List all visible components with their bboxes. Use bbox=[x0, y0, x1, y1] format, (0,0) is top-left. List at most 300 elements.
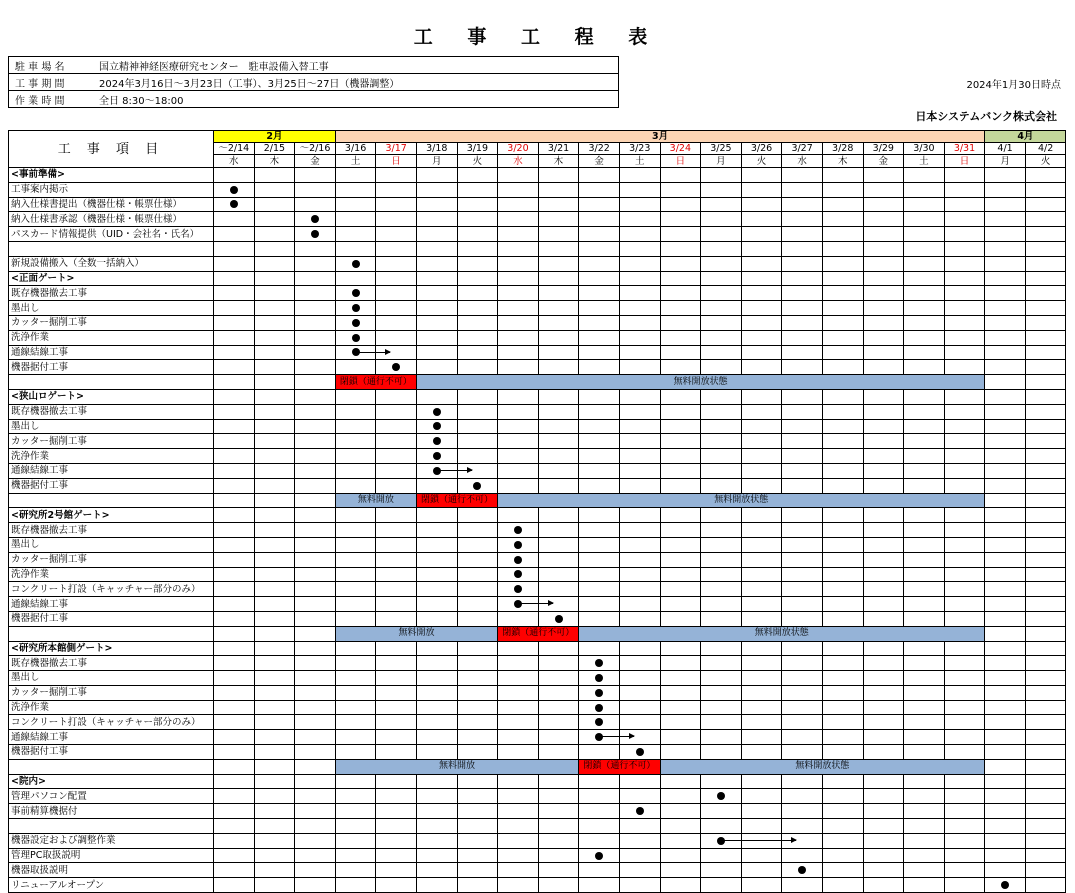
schedule-cell bbox=[416, 611, 457, 626]
schedule-cell bbox=[1025, 389, 1066, 404]
schedule-cell bbox=[944, 449, 985, 464]
schedule-cell bbox=[457, 567, 498, 582]
schedule-cell bbox=[701, 508, 742, 523]
schedule-cell bbox=[498, 730, 539, 745]
schedule-cell bbox=[1025, 493, 1066, 508]
schedule-cell bbox=[416, 671, 457, 686]
schedule-cell bbox=[822, 774, 863, 789]
schedule-cell bbox=[741, 345, 782, 360]
schedule-cell bbox=[741, 685, 782, 700]
schedule-cell bbox=[376, 774, 417, 789]
schedule-cell bbox=[254, 404, 295, 419]
schedule-cell bbox=[579, 685, 620, 700]
schedule-cell bbox=[335, 745, 376, 760]
open-period-bar: 無料開放 bbox=[335, 626, 497, 641]
schedule-cell bbox=[498, 863, 539, 878]
schedule-cell bbox=[416, 582, 457, 597]
milestone-dot-icon bbox=[1001, 881, 1009, 889]
task-label bbox=[9, 626, 214, 641]
schedule-cell bbox=[498, 671, 539, 686]
schedule-cell bbox=[985, 434, 1026, 449]
schedule-cell bbox=[944, 271, 985, 286]
schedule-cell bbox=[619, 241, 660, 256]
schedule-cell bbox=[254, 419, 295, 434]
schedule-cell bbox=[660, 878, 701, 893]
schedule-cell bbox=[660, 863, 701, 878]
schedule-cell bbox=[944, 685, 985, 700]
schedule-cell bbox=[741, 848, 782, 863]
schedule-cell bbox=[579, 700, 620, 715]
schedule-cell bbox=[904, 360, 945, 375]
schedule-cell bbox=[985, 523, 1026, 538]
schedule-cell bbox=[1025, 508, 1066, 523]
milestone-dot-icon bbox=[595, 718, 603, 726]
schedule-cell bbox=[335, 671, 376, 686]
schedule-cell bbox=[619, 700, 660, 715]
schedule-cell bbox=[782, 197, 823, 212]
task-label: カッター掘削工事 bbox=[9, 552, 214, 567]
schedule-cell bbox=[254, 375, 295, 390]
schedule-cell bbox=[498, 315, 539, 330]
schedule-cell bbox=[335, 833, 376, 848]
schedule-cell bbox=[214, 611, 255, 626]
weekday-header: 火 bbox=[457, 155, 498, 168]
milestone-dot-icon bbox=[717, 792, 725, 800]
schedule-cell bbox=[457, 537, 498, 552]
schedule-cell bbox=[579, 745, 620, 760]
schedule-cell bbox=[944, 833, 985, 848]
schedule-cell bbox=[538, 301, 579, 316]
schedule-cell bbox=[416, 700, 457, 715]
schedule-cell bbox=[1025, 567, 1066, 582]
schedule-cell bbox=[335, 197, 376, 212]
schedule-cell bbox=[376, 508, 417, 523]
table-row bbox=[9, 863, 1066, 878]
schedule-cell bbox=[457, 848, 498, 863]
schedule-cell bbox=[295, 789, 336, 804]
table-row bbox=[9, 434, 1066, 449]
milestone-dot-icon bbox=[514, 585, 522, 593]
schedule-cell bbox=[538, 730, 579, 745]
schedule-cell bbox=[579, 315, 620, 330]
schedule-cell bbox=[498, 833, 539, 848]
schedule-cell bbox=[457, 419, 498, 434]
open-period-bar: 無料開放状態 bbox=[498, 493, 985, 508]
milestone-dot-icon bbox=[555, 615, 563, 623]
schedule-cell bbox=[457, 656, 498, 671]
schedule-cell bbox=[295, 685, 336, 700]
schedule-cell bbox=[416, 315, 457, 330]
milestone-dot-icon bbox=[636, 807, 644, 815]
schedule-cell bbox=[985, 493, 1026, 508]
schedule-cell bbox=[335, 804, 376, 819]
schedule-cell bbox=[701, 227, 742, 242]
schedule-cell bbox=[214, 212, 255, 227]
schedule-cell bbox=[254, 523, 295, 538]
schedule-cell bbox=[619, 434, 660, 449]
schedule-cell bbox=[416, 182, 457, 197]
task-label: 機器取扱説明 bbox=[9, 863, 214, 878]
schedule-cell bbox=[376, 271, 417, 286]
schedule-cell bbox=[498, 271, 539, 286]
table-row bbox=[9, 552, 1066, 567]
schedule-cell bbox=[579, 360, 620, 375]
schedule-cell bbox=[416, 715, 457, 730]
schedule-cell bbox=[782, 345, 823, 360]
schedule-cell bbox=[376, 656, 417, 671]
schedule-cell bbox=[538, 656, 579, 671]
schedule-cell bbox=[619, 789, 660, 804]
schedule-cell bbox=[538, 330, 579, 345]
weekday-header: 日 bbox=[376, 155, 417, 168]
schedule-cell bbox=[579, 582, 620, 597]
schedule-cell bbox=[701, 819, 742, 834]
schedule-cell bbox=[335, 419, 376, 434]
schedule-cell bbox=[538, 848, 579, 863]
schedule-cell bbox=[335, 271, 376, 286]
schedule-cell bbox=[701, 286, 742, 301]
schedule-cell bbox=[944, 286, 985, 301]
schedule-cell bbox=[214, 301, 255, 316]
task-label: リニューアルオープン bbox=[9, 878, 214, 893]
date-header: 3/23 bbox=[619, 143, 660, 155]
schedule-cell bbox=[660, 745, 701, 760]
weekday-header: 土 bbox=[904, 155, 945, 168]
schedule-cell bbox=[295, 227, 336, 242]
schedule-cell bbox=[822, 360, 863, 375]
schedule-cell bbox=[498, 389, 539, 404]
schedule-cell bbox=[498, 715, 539, 730]
schedule-cell bbox=[863, 804, 904, 819]
schedule-cell bbox=[498, 330, 539, 345]
schedule-cell bbox=[254, 671, 295, 686]
schedule-cell bbox=[1025, 197, 1066, 212]
schedule-cell bbox=[701, 848, 742, 863]
schedule-cell bbox=[701, 567, 742, 582]
schedule-cell bbox=[335, 434, 376, 449]
schedule-cell bbox=[944, 774, 985, 789]
schedule-cell bbox=[782, 360, 823, 375]
table-row bbox=[9, 449, 1066, 464]
schedule-cell bbox=[660, 523, 701, 538]
schedule-cell bbox=[904, 241, 945, 256]
schedule-cell bbox=[254, 552, 295, 567]
schedule-cell bbox=[863, 863, 904, 878]
schedule-cell bbox=[498, 404, 539, 419]
table-row bbox=[9, 641, 1066, 656]
schedule-cell bbox=[619, 597, 660, 612]
schedule-cell bbox=[782, 730, 823, 745]
schedule-cell bbox=[457, 804, 498, 819]
schedule-cell bbox=[498, 685, 539, 700]
schedule-cell bbox=[701, 582, 742, 597]
schedule-cell bbox=[863, 345, 904, 360]
schedule-cell bbox=[741, 597, 782, 612]
schedule-cell bbox=[498, 419, 539, 434]
schedule-cell bbox=[254, 641, 295, 656]
schedule-cell bbox=[376, 227, 417, 242]
schedule-cell bbox=[254, 848, 295, 863]
schedule-cell bbox=[904, 833, 945, 848]
info-key: 駐 車 場 名 bbox=[9, 57, 94, 74]
table-row bbox=[9, 878, 1066, 893]
schedule-cell bbox=[376, 315, 417, 330]
schedule-cell bbox=[741, 478, 782, 493]
schedule-cell bbox=[863, 715, 904, 730]
schedule-cell bbox=[538, 641, 579, 656]
schedule-cell bbox=[741, 197, 782, 212]
schedule-cell bbox=[1025, 463, 1066, 478]
schedule-cell bbox=[944, 611, 985, 626]
schedule-cell bbox=[335, 168, 376, 183]
table-row bbox=[9, 360, 1066, 375]
task-label: 既存機器撤去工事 bbox=[9, 286, 214, 301]
schedule-cell bbox=[1025, 641, 1066, 656]
schedule-cell bbox=[376, 182, 417, 197]
schedule-cell bbox=[335, 819, 376, 834]
schedule-cell bbox=[498, 848, 539, 863]
schedule-cell bbox=[295, 597, 336, 612]
table-row bbox=[9, 241, 1066, 256]
schedule-cell bbox=[579, 182, 620, 197]
schedule-cell bbox=[295, 745, 336, 760]
schedule-cell bbox=[538, 597, 579, 612]
schedule-cell bbox=[538, 804, 579, 819]
schedule-cell bbox=[214, 700, 255, 715]
schedule-cell bbox=[985, 789, 1026, 804]
schedule-cell bbox=[295, 774, 336, 789]
schedule-cell bbox=[295, 493, 336, 508]
schedule-cell bbox=[619, 404, 660, 419]
schedule-cell bbox=[457, 582, 498, 597]
schedule-cell bbox=[295, 463, 336, 478]
schedule-cell bbox=[254, 493, 295, 508]
schedule-cell bbox=[660, 168, 701, 183]
schedule-cell bbox=[904, 301, 945, 316]
schedule-cell bbox=[1025, 523, 1066, 538]
milestone-dot-icon bbox=[352, 304, 360, 312]
date-header: 3/25 bbox=[701, 143, 742, 155]
schedule-cell bbox=[498, 360, 539, 375]
schedule-cell bbox=[944, 552, 985, 567]
schedule-cell bbox=[457, 641, 498, 656]
schedule-cell bbox=[376, 641, 417, 656]
schedule-cell bbox=[944, 330, 985, 345]
schedule-cell bbox=[295, 611, 336, 626]
schedule-cell bbox=[376, 478, 417, 493]
section-heading: <事前準備> bbox=[9, 168, 214, 183]
milestone-dot-icon bbox=[352, 289, 360, 297]
schedule-cell bbox=[701, 804, 742, 819]
schedule-cell bbox=[863, 227, 904, 242]
schedule-cell bbox=[660, 212, 701, 227]
schedule-cell bbox=[904, 315, 945, 330]
weekday-header: 土 bbox=[335, 155, 376, 168]
schedule-cell bbox=[335, 848, 376, 863]
schedule-cell bbox=[944, 597, 985, 612]
schedule-cell bbox=[660, 508, 701, 523]
schedule-cell bbox=[904, 656, 945, 671]
schedule-cell bbox=[416, 833, 457, 848]
schedule-cell bbox=[254, 685, 295, 700]
table-row bbox=[9, 286, 1066, 301]
schedule-cell bbox=[214, 759, 255, 774]
schedule-cell bbox=[985, 271, 1026, 286]
table-row bbox=[9, 493, 1066, 508]
table-row bbox=[9, 685, 1066, 700]
schedule-cell bbox=[579, 848, 620, 863]
task-label: 納入仕様書承認（機器仕様・帳票仕様） bbox=[9, 212, 214, 227]
schedule-cell bbox=[741, 389, 782, 404]
date-header: 3/30 bbox=[904, 143, 945, 155]
schedule-cell bbox=[295, 419, 336, 434]
schedule-cell bbox=[335, 286, 376, 301]
info-key: 作 業 時 間 bbox=[9, 91, 94, 108]
table-row bbox=[9, 567, 1066, 582]
date-header: ～2/16 bbox=[295, 143, 336, 155]
schedule-cell bbox=[416, 523, 457, 538]
schedule-cell bbox=[254, 449, 295, 464]
schedule-cell bbox=[1025, 626, 1066, 641]
schedule-cell bbox=[376, 878, 417, 893]
schedule-cell bbox=[457, 301, 498, 316]
schedule-cell bbox=[701, 641, 742, 656]
schedule-cell bbox=[985, 182, 1026, 197]
schedule-cell bbox=[538, 878, 579, 893]
schedule-cell bbox=[822, 301, 863, 316]
table-row bbox=[9, 404, 1066, 419]
schedule-cell bbox=[822, 345, 863, 360]
schedule-cell bbox=[335, 523, 376, 538]
closed-period-bar: 閉鎖（通行不可） bbox=[498, 626, 579, 641]
schedule-cell bbox=[376, 389, 417, 404]
schedule-cell bbox=[822, 567, 863, 582]
schedule-cell bbox=[985, 256, 1026, 271]
schedule-cell bbox=[538, 241, 579, 256]
schedule-cell bbox=[214, 597, 255, 612]
schedule-cell bbox=[295, 730, 336, 745]
schedule-cell bbox=[457, 730, 498, 745]
schedule-cell bbox=[741, 315, 782, 330]
schedule-cell bbox=[214, 833, 255, 848]
task-label: 新規設備搬入（全数一括納入） bbox=[9, 256, 214, 271]
schedule-cell bbox=[782, 582, 823, 597]
schedule-cell bbox=[741, 537, 782, 552]
schedule-cell bbox=[660, 286, 701, 301]
schedule-cell bbox=[701, 537, 742, 552]
schedule-cell bbox=[782, 685, 823, 700]
schedule-cell bbox=[660, 700, 701, 715]
schedule-cell bbox=[376, 537, 417, 552]
table-row bbox=[9, 330, 1066, 345]
info-row-period bbox=[9, 74, 619, 91]
schedule-cell bbox=[782, 641, 823, 656]
task-label: カッター掘削工事 bbox=[9, 434, 214, 449]
schedule-cell bbox=[782, 671, 823, 686]
date-header: ～2/14 bbox=[214, 143, 255, 155]
schedule-cell bbox=[944, 301, 985, 316]
schedule-cell bbox=[701, 182, 742, 197]
schedule-cell bbox=[863, 641, 904, 656]
schedule-cell bbox=[863, 256, 904, 271]
schedule-cell bbox=[741, 463, 782, 478]
date-header: 3/27 bbox=[782, 143, 823, 155]
weekday-header: 月 bbox=[985, 155, 1026, 168]
schedule-cell bbox=[498, 700, 539, 715]
schedule-cell bbox=[376, 671, 417, 686]
schedule-cell bbox=[1025, 552, 1066, 567]
schedule-cell bbox=[782, 434, 823, 449]
task-label bbox=[9, 759, 214, 774]
table-row bbox=[9, 419, 1066, 434]
milestone-dot-icon bbox=[433, 437, 441, 445]
schedule-cell bbox=[701, 597, 742, 612]
schedule-cell bbox=[904, 197, 945, 212]
schedule-cell bbox=[579, 286, 620, 301]
schedule-cell bbox=[416, 478, 457, 493]
schedule-cell bbox=[214, 641, 255, 656]
schedule-cell bbox=[863, 745, 904, 760]
date-header: 3/31 bbox=[944, 143, 985, 155]
schedule-cell bbox=[457, 227, 498, 242]
schedule-cell bbox=[660, 389, 701, 404]
info-value: 2024年3月16日～3月23日（工事）、3月25日～27日（機器調整） bbox=[93, 74, 619, 91]
schedule-cell bbox=[416, 597, 457, 612]
schedule-cell bbox=[335, 715, 376, 730]
schedule-cell bbox=[498, 611, 539, 626]
schedule-cell bbox=[376, 360, 417, 375]
table-row bbox=[9, 182, 1066, 197]
table-row bbox=[9, 759, 1066, 774]
schedule-cell bbox=[498, 286, 539, 301]
schedule-cell bbox=[214, 656, 255, 671]
schedule-cell bbox=[579, 434, 620, 449]
schedule-cell bbox=[904, 819, 945, 834]
schedule-cell bbox=[376, 463, 417, 478]
schedule-cell bbox=[457, 404, 498, 419]
task-label: 既存機器撤去工事 bbox=[9, 404, 214, 419]
schedule-cell bbox=[335, 641, 376, 656]
schedule-cell bbox=[295, 404, 336, 419]
schedule-cell bbox=[376, 848, 417, 863]
schedule-cell bbox=[579, 168, 620, 183]
table-row bbox=[9, 597, 1066, 612]
schedule-cell bbox=[335, 730, 376, 745]
schedule-cell bbox=[579, 419, 620, 434]
schedule-cell bbox=[1025, 286, 1066, 301]
schedule-cell bbox=[863, 212, 904, 227]
schedule-cell bbox=[822, 819, 863, 834]
milestone-dot-icon bbox=[514, 570, 522, 578]
schedule-cell bbox=[904, 597, 945, 612]
schedule-cell bbox=[538, 360, 579, 375]
schedule-cell bbox=[457, 745, 498, 760]
schedule-cell bbox=[741, 730, 782, 745]
schedule-cell bbox=[457, 819, 498, 834]
schedule-cell bbox=[660, 537, 701, 552]
schedule-cell bbox=[498, 241, 539, 256]
schedule-cell bbox=[782, 774, 823, 789]
schedule-cell bbox=[254, 759, 295, 774]
schedule-cell bbox=[863, 434, 904, 449]
schedule-cell bbox=[782, 182, 823, 197]
schedule-cell bbox=[335, 611, 376, 626]
schedule-cell bbox=[944, 434, 985, 449]
schedule-cell bbox=[538, 789, 579, 804]
schedule-cell bbox=[985, 330, 1026, 345]
schedule-cell bbox=[335, 878, 376, 893]
schedule-cell bbox=[538, 508, 579, 523]
